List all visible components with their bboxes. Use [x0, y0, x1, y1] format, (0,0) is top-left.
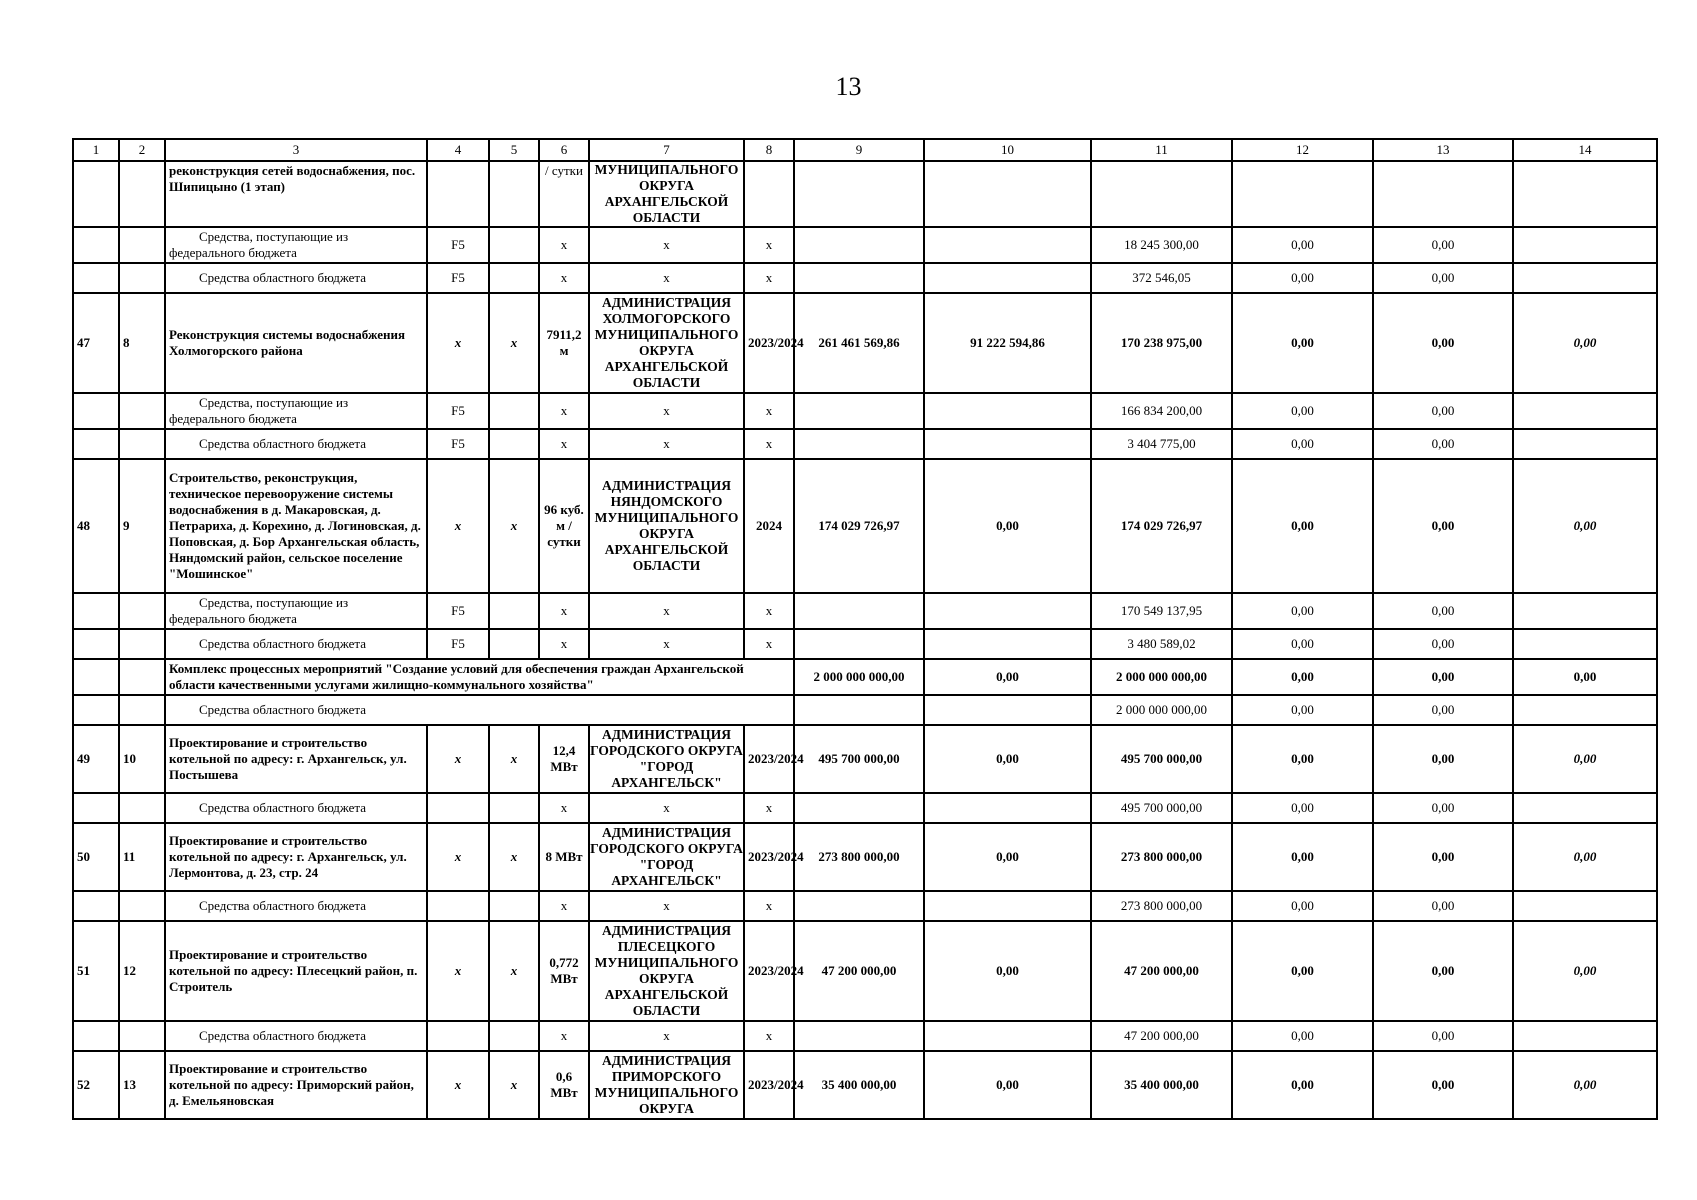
complex-name: Комплекс процессных мероприятий "Создание условий для обеспечения граждан Архангельской области качественными услугами жилищно-коммунального хозяйства" [165, 659, 794, 695]
object-name: Реконструкция системы водоснабжения Холмогорского района [165, 293, 427, 393]
table-row: 52 13 Проектирование и строительство котельной по адресу: Приморский район, д. Емельяновская х х 0,6 МВт АДМИНИСТРАЦИЯ ПРИМОРСКОГО МУНИЦИПАЛЬНОГО ОКРУГА 2023/2024 35 400 000,00 0,00 35 400 000,00 0,00 0,00 0,00 [73, 1051, 1657, 1119]
source-name: Средства, поступающие из федерального бюджета [165, 593, 427, 629]
object-name: Проектирование и строительство котельной по адресу: г. Архангельск, ул. Постышева [165, 725, 427, 793]
header-cell: 2 [119, 139, 165, 161]
source-row: Средства областного бюджета 2 000 000 000,00 0,00 0,00 [73, 695, 1657, 725]
source-row: Средства, поступающие из федерального бюджета F5 х х х 170 549 137,95 0,00 0,00 [73, 593, 1657, 629]
header-cell: 5 [489, 139, 539, 161]
table-row: 50 11 Проектирование и строительство котельной по адресу: г. Архангельск, ул. Лермонтова, д. 23, стр. 24 х х 8 МВт АДМИНИСТРАЦИЯ ГОРОДСКОГО ОКРУГА "ГОРОД АРХАНГЕЛЬСК" 2023/2024 273 800 000,00 0,00 273 800 000,00 0,00 0,00 0,00 [73, 823, 1657, 891]
organization: АДМИНИСТРАЦИЯ НЯНДОМСКОГО МУНИЦИПАЛЬНОГО ОКРУГА АРХАНГЕЛЬСКОЙ ОБЛАСТИ [589, 459, 744, 593]
source-row: Средства областного бюджета х х х 495 700 000,00 0,00 0,00 [73, 793, 1657, 823]
header-cell: 13 [1373, 139, 1513, 161]
header-cell: 3 [165, 139, 427, 161]
source-name: Средства областного бюджета [165, 263, 427, 293]
capacity: / сутки [539, 161, 589, 227]
source-name: Средства областного бюджета [165, 793, 427, 823]
table-row: 51 12 Проектирование и строительство котельной по адресу: Плесецкий район, п. Строитель х х 0,772 МВт АДМИНИСТРАЦИЯ ПЛЕСЕЦКОГО МУНИЦИПАЛЬНОГО ОКРУГА АРХАНГЕЛЬСКОЙ ОБЛАСТИ 2023/2024 47 200 000,00 0,00 47 200 000,00 0,00 0,00 0,00 [73, 921, 1657, 1021]
capacity: 96 куб. м / сутки [539, 459, 589, 593]
source-name: Средства, поступающие из федерального бюджета [165, 393, 427, 429]
source-row: Средства областного бюджета х х х 273 800 000,00 0,00 0,00 [73, 891, 1657, 921]
object-name: Проектирование и строительство котельной по адресу: Приморский район, д. Емельяновская [165, 1051, 427, 1119]
object-name: Проектирование и строительство котельной по адресу: г. Архангельск, ул. Лермонтова, д. 23, стр. 24 [165, 823, 427, 891]
complex-row: Комплекс процессных мероприятий "Создание условий для обеспечения граждан Архангельской области качественными услугами жилищно-коммунального хозяйства" 2 000 000 000,00 0,00 2 000 000 000,00 0,00 0,00 0,00 [73, 659, 1657, 695]
capacity: 7911,2 м [539, 293, 589, 393]
capacity: 0,772 МВт [539, 921, 589, 1021]
header-cell: 14 [1513, 139, 1657, 161]
object-name: Строительство, реконструкция, техническое перевооружение системы водоснабжения в д. Макаровская, д. Петрариха, д. Корехино, д. Логиновская, д. Поповская, д. Бор Архангельская область, Няндомский район, сельское поселение "Мошинское" [165, 459, 427, 593]
header-cell: 10 [924, 139, 1091, 161]
organization: АДМИНИСТРАЦИЯ ГОРОДСКОГО ОКРУГА "ГОРОД АРХАНГЕЛЬСК" [589, 725, 744, 793]
organization: МУНИЦИПАЛЬНОГО ОКРУГА АРХАНГЕЛЬСКОЙ ОБЛАСТИ [589, 161, 744, 227]
source-row: Средства областного бюджета F5 х х х 372 546,05 0,00 0,00 [73, 263, 1657, 293]
source-name: Средства областного бюджета [165, 1021, 427, 1051]
source-name: Средства областного бюджета [165, 429, 427, 459]
source-name: Средства областного бюджета [165, 891, 427, 921]
table-row: 49 10 Проектирование и строительство котельной по адресу: г. Архангельск, ул. Постышева х х 12,4 МВт АДМИНИСТРАЦИЯ ГОРОДСКОГО ОКРУГА "ГОРОД АРХАНГЕЛЬСК" 2023/2024 495 700 000,00 0,00 495 700 000,00 0,00 0,00 0,00 [73, 725, 1657, 793]
table-row: 47 8 Реконструкция системы водоснабжения Холмогорского района х х 7911,2 м АДМИНИСТРАЦИЯ ХОЛМОГОРСКОГО МУНИЦИПАЛЬНОГО ОКРУГА АРХАНГЕЛЬСКОЙ ОБЛАСТИ 2023/2024 261 461 569,86 91 222 594,86 170 238 975,00 0,00 0,00 0,00 [73, 293, 1657, 393]
header-cell: 9 [794, 139, 924, 161]
source-row: Средства, поступающие из федерального бюджета F5 х х х 166 834 200,00 0,00 0,00 [73, 393, 1657, 429]
budget-table [72, 138, 1658, 1120]
capacity: 12,4 МВт [539, 725, 589, 793]
table-row: 48 9 Строительство, реконструкция, техническое перевооружение системы водоснабжения в д. Макаровская, д. Петрариха, д. Корехино, д. Логиновская, д. Поповская, д. Бор Архангельская область, Няндомский район, сельское поселение "Мошинское" х х 96 куб. м / сутки АДМИНИСТРАЦИЯ НЯНДОМСКОГО МУНИЦИПАЛЬНОГО ОКРУГА АРХАНГЕЛЬСКОЙ ОБЛАСТИ 2024 174 029 726,97 0,00 174 029 726,97 0,00 0,00 0,00 [73, 459, 1657, 593]
source-name: Средства областного бюджета [165, 629, 427, 659]
object-name: реконструкция сетей водоснабжения, пос. Шипицыно (1 этап) [165, 161, 427, 227]
source-name: Средства областного бюджета [165, 695, 794, 725]
source-row: Средства, поступающие из федерального бюджета F5 х х х 18 245 300,00 0,00 0,00 [73, 227, 1657, 263]
header-cell: 4 [427, 139, 489, 161]
header-row [73, 139, 1657, 161]
capacity: 8 МВт [539, 823, 589, 891]
object-name: Проектирование и строительство котельной по адресу: Плесецкий район, п. Строитель [165, 921, 427, 1021]
source-row: Средства областного бюджета F5 х х х 3 480 589,02 0,00 0,00 [73, 629, 1657, 659]
header-cell: 7 [589, 139, 744, 161]
table-row [73, 161, 1657, 227]
header-cell: 1 [73, 139, 119, 161]
organization: АДМИНИСТРАЦИЯ ХОЛМОГОРСКОГО МУНИЦИПАЛЬНОГО ОКРУГА АРХАНГЕЛЬСКОЙ ОБЛАСТИ [589, 293, 744, 393]
source-row: Средства областного бюджета х х х 47 200 000,00 0,00 0,00 [73, 1021, 1657, 1051]
organization: АДМИНИСТРАЦИЯ ПРИМОРСКОГО МУНИЦИПАЛЬНОГО ОКРУГА [589, 1051, 744, 1119]
source-row: Средства областного бюджета F5 х х х 3 404 775,00 0,00 0,00 [73, 429, 1657, 459]
source-name: Средства, поступающие из федерального бюджета [165, 227, 427, 263]
organization: АДМИНИСТРАЦИЯ ПЛЕСЕЦКОГО МУНИЦИПАЛЬНОГО ОКРУГА АРХАНГЕЛЬСКОЙ ОБЛАСТИ [589, 921, 744, 1021]
header-cell: 8 [744, 139, 794, 161]
header-cell: 6 [539, 139, 589, 161]
header-cell: 11 [1091, 139, 1232, 161]
capacity: 0,6 МВт [539, 1051, 589, 1119]
header-cell: 12 [1232, 139, 1373, 161]
organization: АДМИНИСТРАЦИЯ ГОРОДСКОГО ОКРУГА "ГОРОД АРХАНГЕЛЬСК" [589, 823, 744, 891]
page-number: 13 [835, 72, 862, 101]
